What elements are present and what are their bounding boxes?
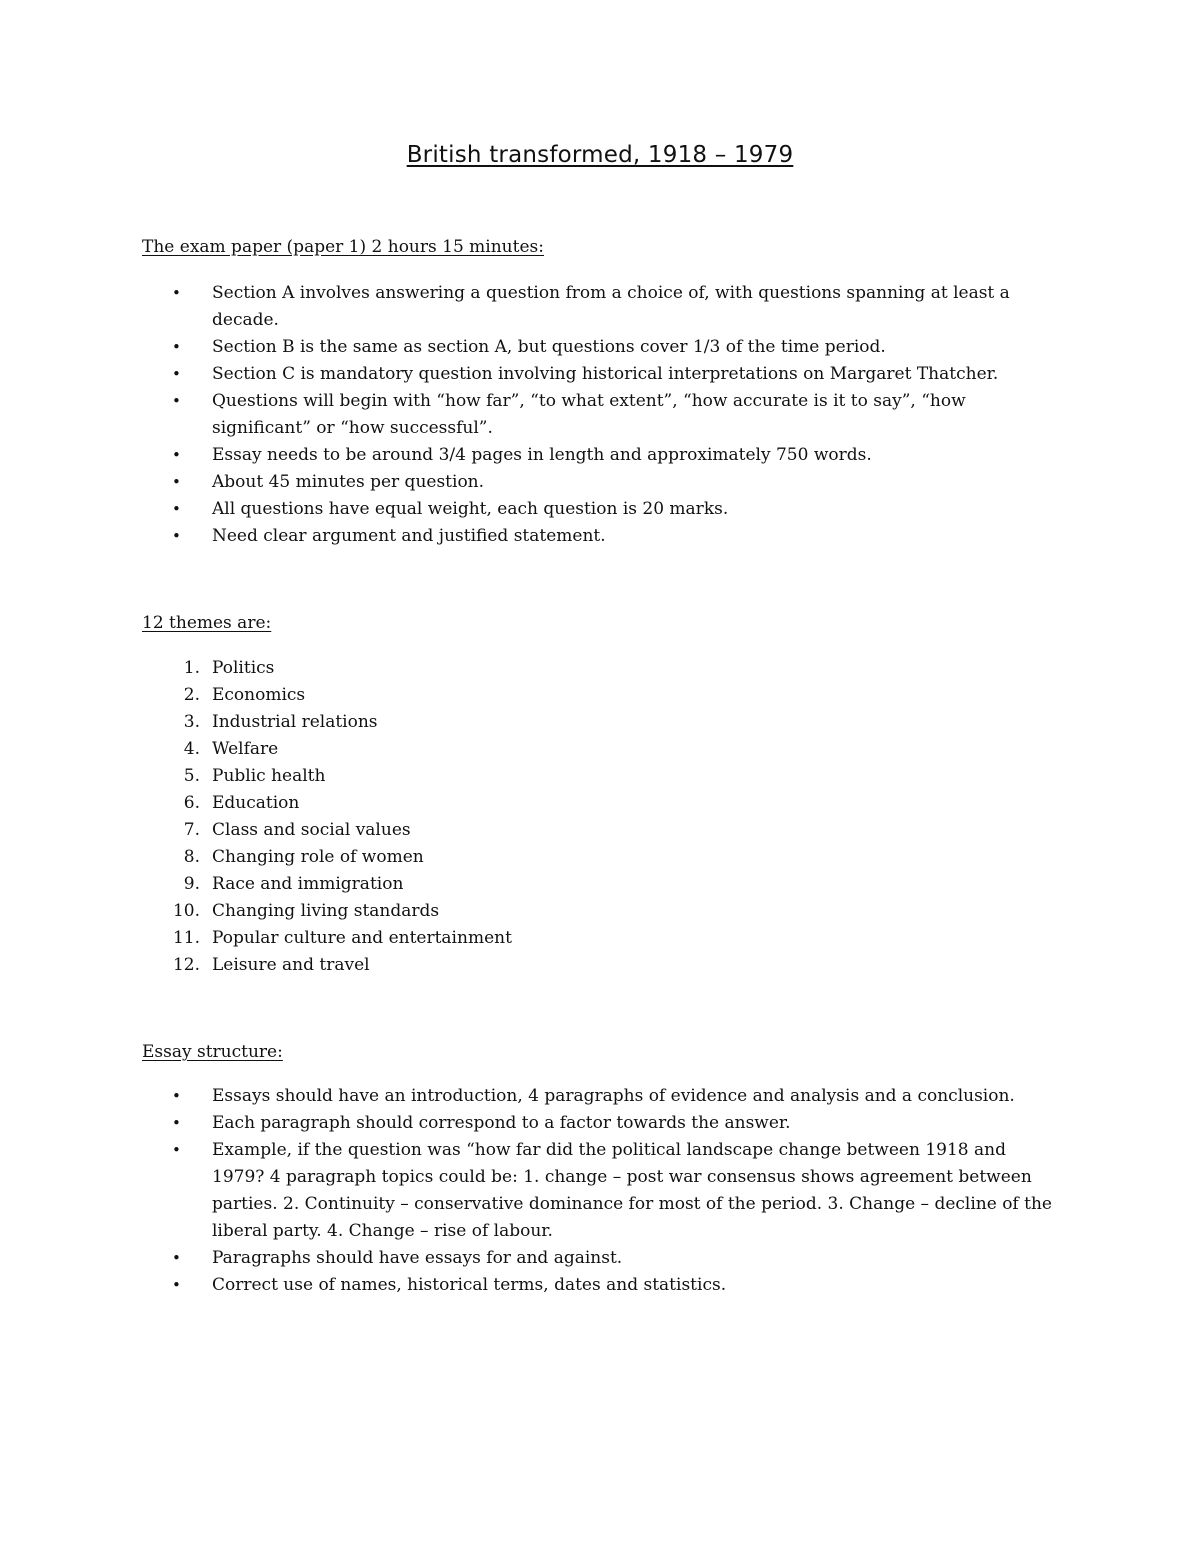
list-item — [0, 952, 1062, 979]
list-item — [0, 469, 1062, 496]
list-item — [0, 1110, 1062, 1137]
list-item — [0, 898, 1062, 925]
list-item-text: Industrial relations — [212, 712, 378, 732]
list-item-text: Class and social values — [212, 820, 411, 840]
list-item — [0, 442, 1062, 469]
bullet-marker: • — [172, 1276, 181, 1294]
list-item-text: Example, if the question was “how far did the political landscape change between 1918 and 1979? 4 paragraph topics could be: 1. change – post war consensus shows agreement between parties. 2. Continuity – conservative dominance for most of the period. 3. Change – decline of the liberal party. 4. Change – rise of labour. — [212, 1140, 1052, 1241]
list-item — [0, 1137, 1062, 1245]
list-item — [0, 871, 1062, 898]
list-number: 8. — [183, 847, 200, 867]
bullet-marker: • — [172, 338, 181, 356]
essay-bullet-list — [0, 1083, 1062, 1299]
bullet-marker: • — [172, 446, 181, 464]
list-number: 5. — [183, 766, 200, 786]
list-item — [0, 844, 1062, 871]
themes-numbered-list — [0, 655, 1062, 979]
list-item — [0, 280, 1062, 334]
list-number: 7. — [183, 820, 200, 840]
list-item-text: Section A involves answering a question from a choice of, with questions spanning at least a decade. — [212, 283, 1010, 330]
bullet-marker: • — [172, 284, 181, 302]
list-item — [0, 763, 1062, 790]
list-item — [0, 736, 1062, 763]
essay-heading: Essay structure: — [142, 1042, 283, 1062]
list-item — [0, 682, 1062, 709]
themes-heading: 12 themes are: — [142, 613, 272, 633]
bullet-marker: • — [172, 1087, 181, 1105]
list-item-text: Essays should have an introduction, 4 paragraphs of evidence and analysis and a conclusion. — [212, 1086, 1015, 1106]
list-item — [0, 817, 1062, 844]
list-item — [0, 388, 1062, 442]
list-item — [0, 496, 1062, 523]
bullet-marker: • — [172, 365, 181, 383]
list-number: 12. — [172, 955, 200, 975]
list-item-text: Leisure and travel — [212, 955, 370, 975]
list-item-text: Economics — [212, 685, 306, 705]
list-item-text: Changing living standards — [212, 901, 440, 921]
list-item-text: Each paragraph should correspond to a factor towards the answer. — [212, 1113, 791, 1133]
list-item-text: All questions have equal weight, each question is 20 marks. — [212, 499, 729, 519]
bullet-marker: • — [172, 1249, 181, 1267]
list-item-text: Welfare — [212, 739, 279, 759]
list-number: 10. — [172, 901, 200, 921]
exam-bullet-list — [0, 280, 1062, 550]
bullet-marker: • — [172, 1114, 181, 1132]
list-item — [0, 1272, 1062, 1299]
bullet-marker: • — [172, 392, 181, 410]
list-number: 6. — [183, 793, 200, 813]
bullet-marker: • — [172, 527, 181, 545]
list-number: 3. — [183, 712, 200, 732]
page-title: British transformed, 1918 – 1979 — [406, 142, 794, 168]
list-item-text: About 45 minutes per question. — [212, 472, 485, 492]
list-item — [0, 790, 1062, 817]
list-number: 9. — [183, 874, 200, 894]
list-item — [0, 925, 1062, 952]
list-item-text: Popular culture and entertainment — [212, 928, 512, 948]
list-item — [0, 1245, 1062, 1272]
list-item-text: Section C is mandatory question involving historical interpretations on Margaret Thatcher. — [212, 364, 999, 384]
list-item — [0, 655, 1062, 682]
exam-heading: The exam paper (paper 1) 2 hours 15 minutes: — [142, 237, 544, 257]
list-item — [0, 1083, 1062, 1110]
bullet-marker: • — [172, 500, 181, 518]
list-item-text: Essay needs to be around 3/4 pages in length and approximately 750 words. — [212, 445, 872, 465]
list-item-text: Race and immigration — [212, 874, 404, 894]
list-item — [0, 361, 1062, 388]
list-number: 2. — [183, 685, 200, 705]
list-item-text: Politics — [212, 658, 275, 678]
list-item — [0, 709, 1062, 736]
list-number: 4. — [183, 739, 200, 759]
list-item — [0, 334, 1062, 361]
list-item-text: Correct use of names, historical terms, dates and statistics. — [212, 1275, 727, 1295]
bullet-marker: • — [172, 1141, 181, 1159]
bullet-marker: • — [172, 473, 181, 491]
list-item-text: Questions will begin with “how far”, “to what extent”, “how accurate is it to say”, “how significant” or “how successful”. — [212, 391, 966, 438]
list-item-text: Changing role of women — [212, 847, 424, 867]
list-item-text: Need clear argument and justified statement. — [212, 526, 606, 546]
list-item-text: Paragraphs should have essays for and against. — [212, 1248, 623, 1268]
list-item — [0, 523, 1062, 550]
list-item-text: Public health — [212, 766, 326, 786]
list-item-text: Education — [212, 793, 300, 813]
list-number: 11. — [172, 928, 200, 948]
list-item-text: Section B is the same as section A, but questions cover 1/3 of the time period. — [212, 337, 886, 357]
list-number: 1. — [183, 658, 200, 678]
